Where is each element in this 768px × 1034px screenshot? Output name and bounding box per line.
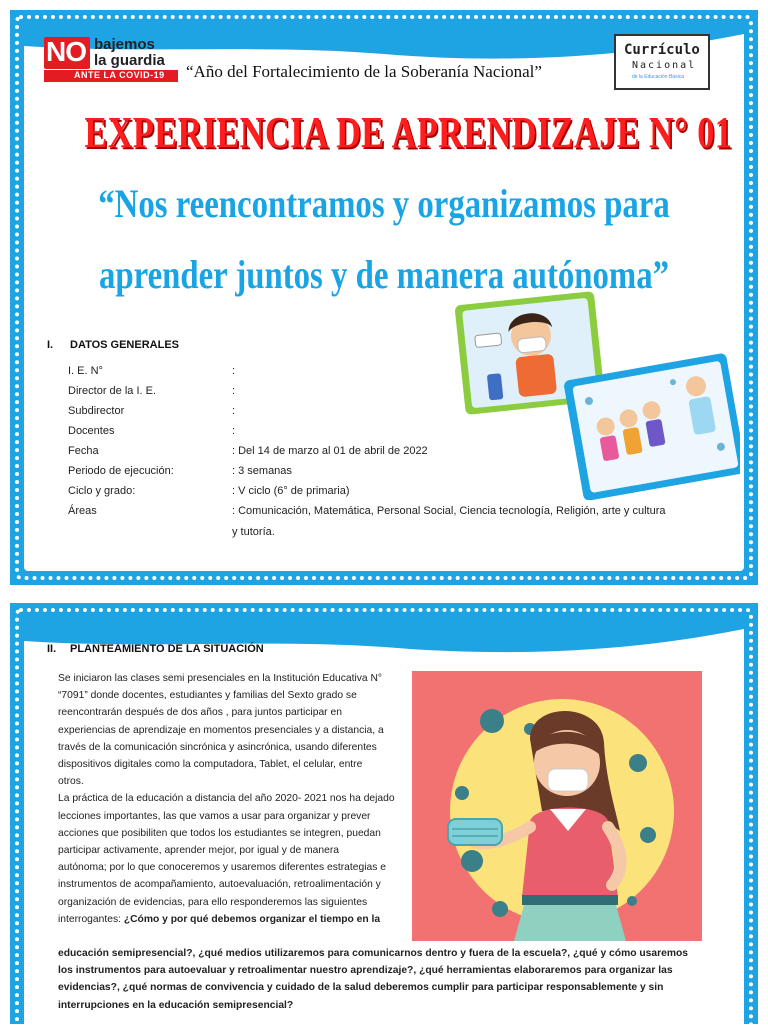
situation-line: otros.	[58, 776, 84, 788]
curriculo-word: Currículo	[624, 42, 700, 58]
experience-subtitle-line-1: “Nos reencontramos y organizamos para	[98, 181, 670, 226]
section-one-heading: DATOS GENERALES	[70, 339, 179, 351]
situation-line-questions-start	[58, 911, 407, 928]
experience-subtitle-line-2: aprender juntos y de manera autónoma”	[98, 252, 670, 297]
field-label-director: Director de la I. E.	[68, 385, 157, 397]
logo-line-ante-la-covid: ANTE LA COVID-19	[74, 70, 165, 80]
section-one-number: I.	[47, 339, 54, 351]
question-line: educación semipresencial?, ¿qué medios utilizaremos para comunicarnos dentro y fuera de la escuela?, ¿qué y cómo usaremos	[58, 948, 689, 959]
field-value-director: :	[232, 385, 236, 397]
question-line: interrupciones en la educación semipresencial?	[58, 999, 294, 1011]
field-value-areas: : Comunicación, Matemática, Personal Social, Ciencia tecnología, Religión, arte y cultura	[232, 505, 666, 517]
field-value-periodo: : 3 semanas	[232, 465, 292, 477]
field-value-ciclo: : V ciclo (6° de primaria)	[232, 485, 350, 497]
situation-line: participar activamente, aprender mejor, por igual y de manera	[58, 845, 340, 857]
field-value-fecha: : Del 14 de marzo al 01 de abril de 2022	[232, 445, 428, 457]
experience-title: EXPERIENCIA DE APRENDIZAJE N° 01	[84, 108, 733, 157]
situation-line: autónoma; por lo que conoceremos y usaremos diferentes estrategias e	[58, 862, 386, 874]
no-bajemos-la-guardia-logo	[38, 33, 178, 85]
field-value-subdirector: :	[232, 405, 236, 417]
field-label-subdirector: Subdirector	[68, 405, 125, 417]
situation-line: instrumentos de acompañamiento, autoevaluación, retroalimentación y	[58, 879, 381, 891]
field-label-fecha: Fecha	[68, 445, 99, 457]
section-two-number: II.	[47, 643, 57, 655]
educacion-basica-tag: de la Educación Básica	[632, 74, 684, 80]
questions-paragraph	[58, 945, 710, 1014]
questions-intro: interrogantes:	[58, 913, 124, 925]
nacional-word: Nacional	[632, 60, 697, 71]
field-value-areas-continuation: y tutoría.	[232, 526, 275, 538]
students-with-masks-illustration	[455, 290, 740, 500]
question-line: evidencias?, ¿qué normas de convivencia y cuidado de la salud deberemos cumplir para participar responsablemente y sin	[58, 982, 664, 994]
question-line: los instrumentos para autoevaluar y retroalimentar nuestro aprendizaje?, ¿qué herramientas elaboraremos para organizar las	[58, 965, 673, 977]
field-label-ie: I. E. N°	[68, 365, 103, 377]
situation-line: “7091” donde docentes, estudiantes y familias del Sexto grado se	[58, 690, 357, 702]
field-label-periodo: Periodo de ejecución:	[68, 465, 174, 477]
situation-line: acciones que posibiliten que todos los estudiantes se integren, puedan	[58, 827, 381, 839]
field-label-ciclo: Ciclo y grado:	[68, 485, 136, 497]
woman-holding-mask-illustration	[412, 671, 702, 941]
situation-paragraph	[58, 670, 407, 928]
logo-no-word: NO	[46, 36, 86, 67]
field-value-docentes: :	[232, 425, 236, 437]
situation-line: través de la comunicación sincrónica y asincrónica, usando diferentes	[58, 741, 377, 753]
field-label-areas: Áreas	[68, 505, 97, 517]
field-label-docentes: Docentes	[68, 425, 115, 437]
top-wave-decoration	[24, 617, 744, 665]
logo-line-bajemos: bajemos	[94, 36, 155, 53]
situation-line: experiencias de aprendizaje en momentos presenciales y a distancia, a	[58, 724, 384, 736]
situation-line: Se iniciaron las clases semi presenciales en la Institución Educativa N°	[58, 673, 383, 684]
situation-line: reencontrarán después de dos años , para juntos participar en	[58, 707, 342, 719]
year-motto: “Año del Fortalecimiento de la Soberanía Nacional”	[186, 62, 542, 81]
situation-line: dispositivos digitales como la computadora, Tablet, el celular, entre	[58, 759, 363, 771]
curriculo-nacional-logo	[614, 34, 710, 90]
logo-line-la-guardia: la guardia	[94, 52, 165, 69]
question-one-start: ¿Cómo y por qué debemos organizar el tiempo en la	[123, 913, 381, 925]
situation-line: organización de evidencias, para ello responderemos las siguientes	[58, 896, 368, 908]
field-value-ie: :	[232, 365, 236, 377]
situation-line: lecciones importantes, las que vamos a usar para organizar y prever	[58, 810, 371, 822]
situation-line: La práctica de la educación a distancia del año 2020- 2021 nos ha dejado	[58, 793, 395, 805]
section-two-heading: PLANTEAMIENTO DE LA SITUACIÓN	[70, 643, 264, 655]
